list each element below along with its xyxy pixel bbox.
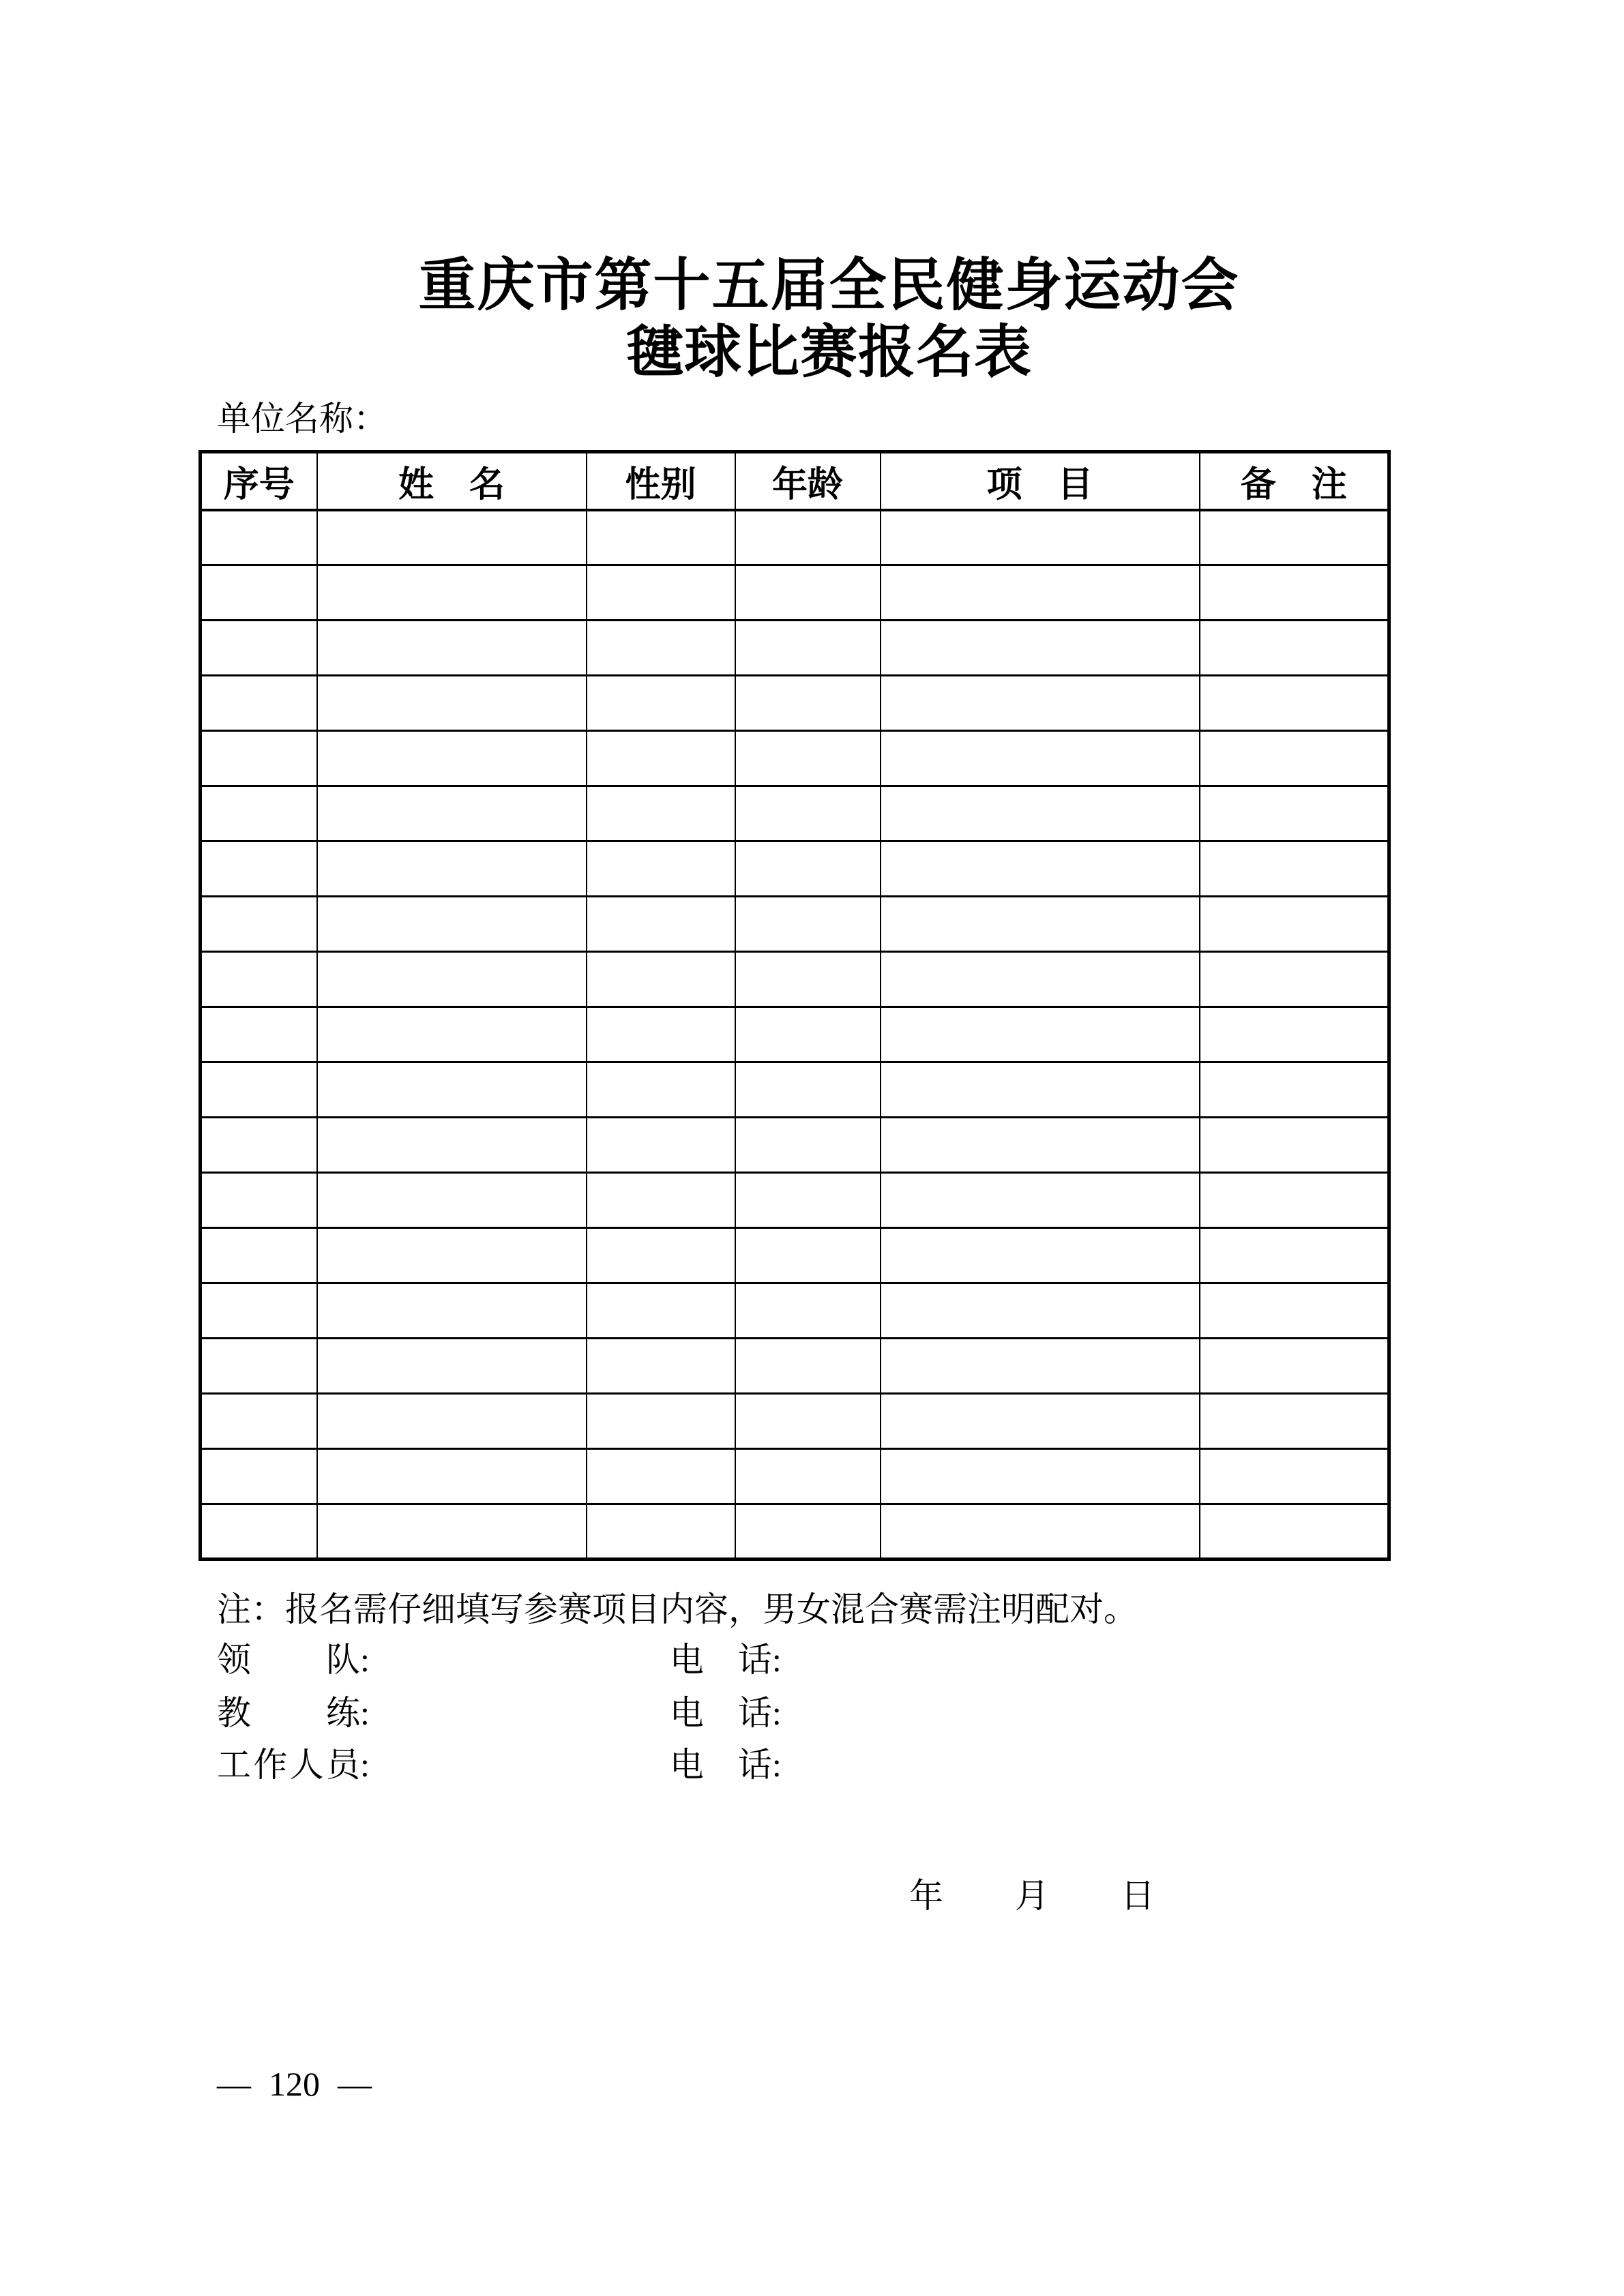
empty-cell [881,1118,1200,1173]
column-header-age: 年龄 [735,452,881,510]
empty-cell [881,841,1200,897]
team-leader-label [217,1639,360,1680]
column-header-gender: 性别 [587,452,735,510]
empty-cell [881,952,1200,1007]
table-row [201,897,1389,952]
contact-row-coach [217,1693,782,1733]
empty-cell [735,621,881,676]
competition-title-line2: 毽球比赛报名表 [625,321,1032,385]
empty-cell [1200,676,1389,731]
empty-cell [881,565,1200,621]
table-row [201,1228,1389,1283]
empty-cell [1200,841,1389,897]
empty-cell [317,676,587,731]
empty-cell [587,676,735,731]
colon: : [771,1694,782,1732]
column-header-remarks: 备 注 [1200,452,1389,510]
empty-cell [735,1007,881,1062]
empty-cell [735,676,881,731]
staff-char: 工 [217,1746,251,1784]
phone-char: 电 [669,1641,704,1679]
empty-cell [587,1504,735,1560]
table-row [201,731,1389,786]
table-row [201,1062,1389,1118]
empty-cell [201,1449,317,1504]
empty-cell [201,1283,317,1339]
empty-cell [201,1339,317,1394]
empty-cell [201,1504,317,1560]
empty-cell [587,1062,735,1118]
empty-cell [1200,1228,1389,1283]
empty-cell [587,731,735,786]
table-body [201,510,1389,1560]
colon: : [771,1641,782,1679]
empty-cell [587,1118,735,1173]
phone-char: 话 [737,1694,772,1732]
empty-cell [201,621,317,676]
empty-cell [735,1173,881,1228]
empty-cell [881,1062,1200,1118]
empty-cell [735,565,881,621]
empty-cell [881,1007,1200,1062]
empty-cell [735,1394,881,1449]
date-labels [909,1875,1155,1916]
empty-cell [735,731,881,786]
empty-cell [317,1228,587,1283]
staff-char: 作 [253,1746,288,1784]
empty-cell [735,1228,881,1283]
table-row [201,786,1389,841]
phone-label [670,1744,772,1785]
staff-char: 员 [325,1746,360,1784]
empty-cell [735,1118,881,1173]
empty-cell [201,565,317,621]
empty-cell [881,1449,1200,1504]
empty-cell [1200,565,1389,621]
empty-cell [1200,1449,1389,1504]
table-row [201,676,1389,731]
contact-row-staff [217,1744,782,1785]
table-row [201,1449,1389,1504]
empty-cell [587,952,735,1007]
empty-cell [201,841,317,897]
table-row [201,1007,1389,1062]
empty-cell [201,952,317,1007]
empty-cell [1200,1173,1389,1228]
empty-cell [587,1283,735,1339]
empty-cell [317,952,587,1007]
empty-cell [881,1504,1200,1560]
empty-cell [1200,952,1389,1007]
table-row [201,1394,1389,1449]
note-text: 注：报名需仔细填写参赛项目内容，男女混合赛需注明配对。 [217,1590,1138,1628]
empty-cell [587,1339,735,1394]
colon: : [360,1694,370,1732]
empty-cell [317,841,587,897]
empty-cell [201,1394,317,1449]
empty-cell [587,1449,735,1504]
empty-cell [587,1394,735,1449]
empty-cell [587,786,735,841]
phone-char: 话 [737,1746,772,1784]
empty-cell [881,510,1200,565]
empty-cell [735,1504,881,1560]
table-row [201,1283,1389,1339]
empty-cell [201,1173,317,1228]
coach-char: 练 [326,1694,360,1732]
empty-cell [317,786,587,841]
page-footer [217,2063,372,2104]
empty-cell [1200,510,1389,565]
empty-cell [317,1173,587,1228]
footer-dash-left: — [217,2065,251,2103]
table-row [201,1504,1389,1560]
empty-cell [587,897,735,952]
phone-char: 电 [669,1746,704,1784]
empty-cell [1200,1118,1389,1173]
page-number: 120 [269,2065,320,2103]
empty-cell [201,1228,317,1283]
empty-cell [1200,1283,1389,1339]
empty-cell [201,731,317,786]
empty-cell [1200,786,1389,841]
empty-cell [735,1339,881,1394]
empty-cell [201,1007,317,1062]
empty-cell [735,897,881,952]
table-row [201,1339,1389,1394]
empty-cell [201,1062,317,1118]
empty-cell [317,565,587,621]
empty-cell [317,731,587,786]
empty-cell [587,510,735,565]
column-header-event: 项 目 [881,452,1200,510]
year-label: 年 [909,1877,943,1915]
column-header-index: 序号 [201,452,317,510]
coach-label [217,1693,360,1733]
empty-cell [317,1394,587,1449]
table-row [201,1173,1389,1228]
empty-cell [735,1283,881,1339]
empty-cell [735,1062,881,1118]
empty-cell [317,897,587,952]
empty-cell [587,841,735,897]
empty-cell [317,1504,587,1560]
table-row [201,565,1389,621]
empty-cell [881,1228,1200,1283]
empty-cell [317,1062,587,1118]
table-row [201,621,1389,676]
empty-cell [317,1339,587,1394]
empty-cell [587,621,735,676]
empty-cell [587,1173,735,1228]
empty-cell [317,621,587,676]
empty-cell [735,1449,881,1504]
empty-cell [317,1449,587,1504]
empty-cell [1200,1504,1389,1560]
empty-cell [881,1339,1200,1394]
table-row [201,1118,1389,1173]
empty-cell [201,897,317,952]
empty-cell [735,786,881,841]
staff-label [217,1744,360,1785]
empty-cell [881,1394,1200,1449]
month-label: 月 [1015,1877,1049,1915]
empty-cell [881,786,1200,841]
empty-cell [735,841,881,897]
empty-cell [881,1173,1200,1228]
registration-table [198,450,1391,1561]
empty-cell [881,1283,1200,1339]
unit-name-label: 单位名称： [217,400,387,438]
empty-cell [881,897,1200,952]
phone-char: 话 [737,1641,772,1679]
empty-cell [1200,1007,1389,1062]
table-row [201,841,1389,897]
table-row [201,952,1389,1007]
date-line [909,1875,1155,1916]
empty-cell [317,1283,587,1339]
coach-char: 教 [217,1694,251,1732]
empty-cell [881,676,1200,731]
empty-cell [735,510,881,565]
empty-cell [1200,731,1389,786]
empty-cell [317,1118,587,1173]
table-header-row [201,452,1389,510]
colon: : [771,1746,782,1784]
colon: : [360,1641,370,1679]
day-label: 日 [1121,1877,1155,1915]
empty-cell [317,510,587,565]
column-header-name: 姓 名 [317,452,587,510]
empty-cell [201,676,317,731]
table-row [201,510,1389,565]
contact-row-leader [217,1639,782,1680]
colon: : [360,1746,370,1784]
footer-dash-right: — [338,2065,372,2103]
empty-cell [201,510,317,565]
empty-cell [881,621,1200,676]
empty-cell [881,731,1200,786]
empty-cell [201,786,317,841]
empty-cell [1200,1339,1389,1394]
empty-cell [1200,1394,1389,1449]
empty-cell [317,1007,587,1062]
empty-cell [1200,621,1389,676]
empty-cell [1200,1062,1389,1118]
phone-label [670,1693,772,1733]
team-leader-char: 队 [326,1641,360,1679]
phone-label [670,1639,772,1680]
staff-char: 人 [289,1746,324,1784]
empty-cell [735,952,881,1007]
competition-title-line1: 重庆市第十五届全民健身运动会 [418,254,1240,318]
empty-cell [587,565,735,621]
empty-cell [587,1007,735,1062]
empty-cell [1200,897,1389,952]
phone-char: 电 [669,1694,704,1732]
team-leader-char: 领 [217,1641,251,1679]
empty-cell [587,1228,735,1283]
empty-cell [201,1118,317,1173]
